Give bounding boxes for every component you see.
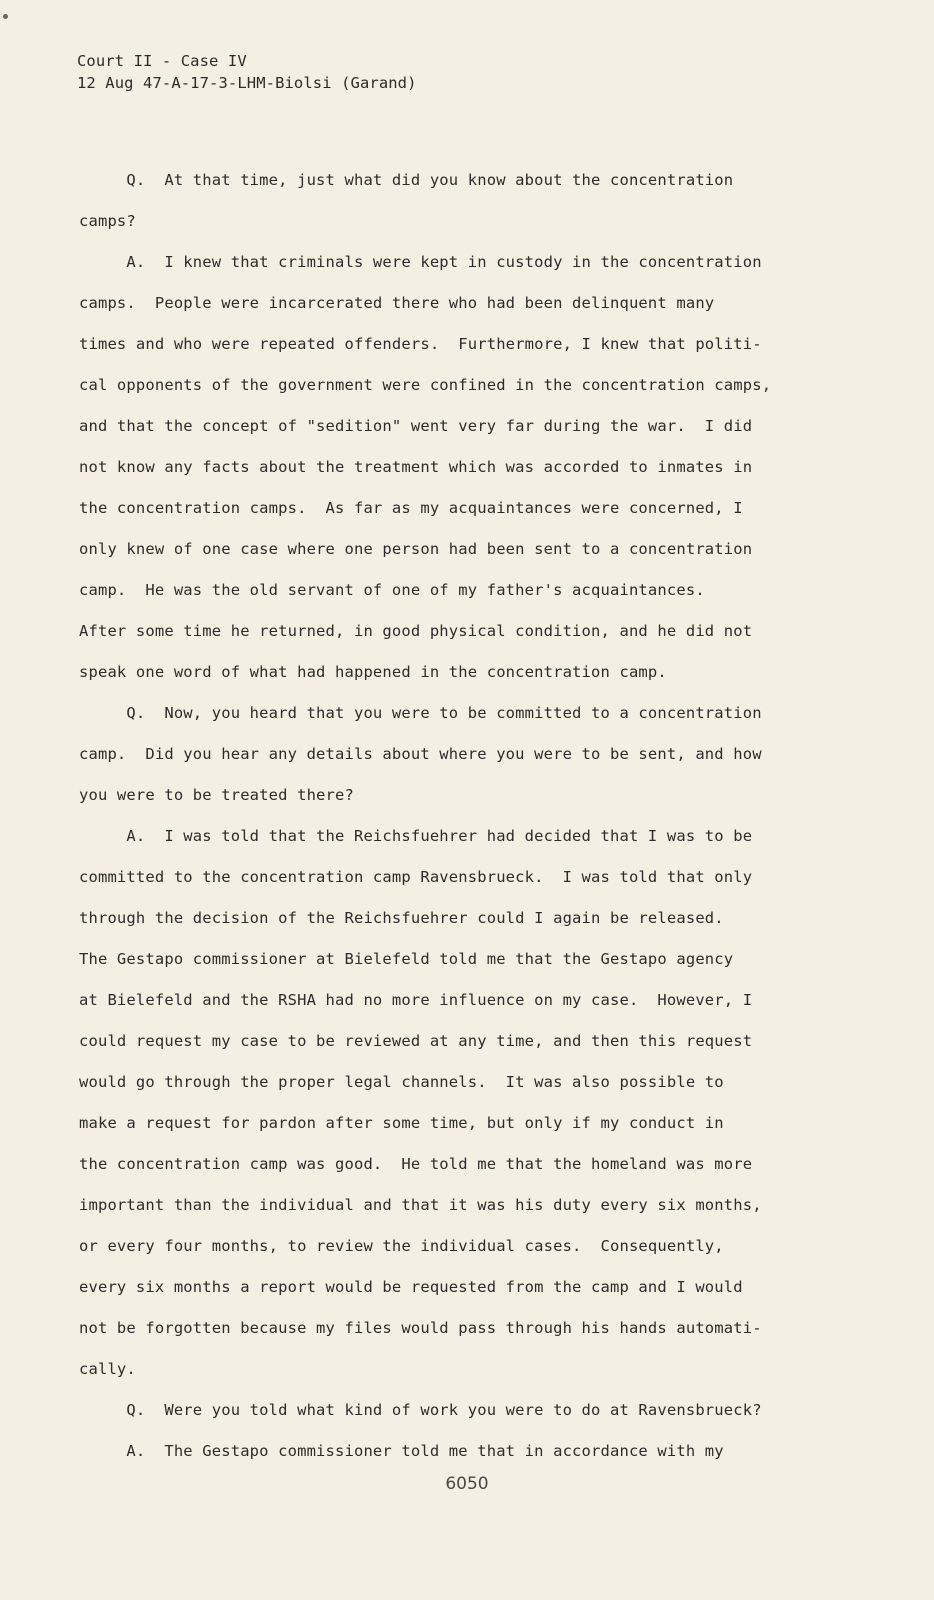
text-line: cal opponents of the government were confined in the concentration camps, [79, 376, 772, 394]
text-line: Q. Now, you heard that you were to be committed to a concentration [79, 704, 762, 722]
text-line: would go through the proper legal channels. It was also possible to [79, 1073, 724, 1091]
text-line: could request my case to be reviewed at any time, and then this request [79, 1032, 753, 1050]
text-line: and that the concept of "sedition" went very far during the war. I did [79, 417, 753, 435]
text-line: camps. People were incarcerated there who had been delinquent many [79, 294, 715, 312]
text-line: camp. He was the old servant of one of my father's acquaintances. [79, 581, 705, 599]
text-line: you were to be treated there? [79, 786, 354, 804]
text-line: The Gestapo commissioner at Bielefeld told me that the Gestapo agency [79, 950, 734, 968]
text-line: the concentration camps. As far as my acquaintances were concerned, I [79, 499, 743, 517]
text-line: Q. At that time, just what did you know about the concentration [79, 171, 734, 189]
text-line: A. I was told that the Reichsfuehrer had decided that I was to be [79, 827, 753, 845]
document-header [77, 50, 417, 94]
text-line: cally. [79, 1360, 136, 1378]
text-line: only knew of one case where one person had been sent to a concentration [79, 540, 753, 558]
paper-speck [3, 14, 8, 19]
text-line: or every four months, to review the individual cases. Consequently, [79, 1237, 724, 1255]
testimony-text [79, 169, 829, 1481]
header-court-case: Court II - Case IV [77, 52, 247, 70]
text-line: important than the individual and that it was his duty every six months, [79, 1196, 762, 1214]
text-line: not be forgotten because my files would pass through his hands automati- [79, 1319, 762, 1337]
text-line: through the decision of the Reichsfuehrer could I again be released. [79, 909, 724, 927]
text-line: A. I knew that criminals were kept in custody in the concentration [79, 253, 762, 271]
text-line: camps? [79, 212, 136, 230]
text-line: camp. Did you hear any details about where you were to be sent, and how [79, 745, 762, 763]
text-line: times and who were repeated offenders. Furthermore, I knew that politi- [79, 335, 762, 353]
text-line: speak one word of what had happened in the concentration camp. [79, 663, 667, 681]
text-line: at Bielefeld and the RSHA had no more influence on my case. However, I [79, 991, 753, 1009]
text-line: every six months a report would be requested from the camp and I would [79, 1278, 743, 1296]
header-reference: 12 Aug 47-A-17-3-LHM-Biolsi (Garand) [77, 74, 417, 92]
page-number: 6050 [445, 1474, 489, 1494]
text-line: not know any facts about the treatment which was accorded to inmates in [79, 458, 753, 476]
text-line: Q. Were you told what kind of work you were to do at Ravensbrueck? [79, 1401, 762, 1419]
text-line: committed to the concentration camp Ravensbrueck. I was told that only [79, 868, 753, 886]
text-line: the concentration camp was good. He told me that the homeland was more [79, 1155, 753, 1173]
text-line: make a request for pardon after some time, but only if my conduct in [79, 1114, 724, 1132]
text-line: A. The Gestapo commissioner told me that in accordance with my [79, 1442, 724, 1460]
text-line: After some time he returned, in good physical condition, and he did not [79, 622, 753, 640]
